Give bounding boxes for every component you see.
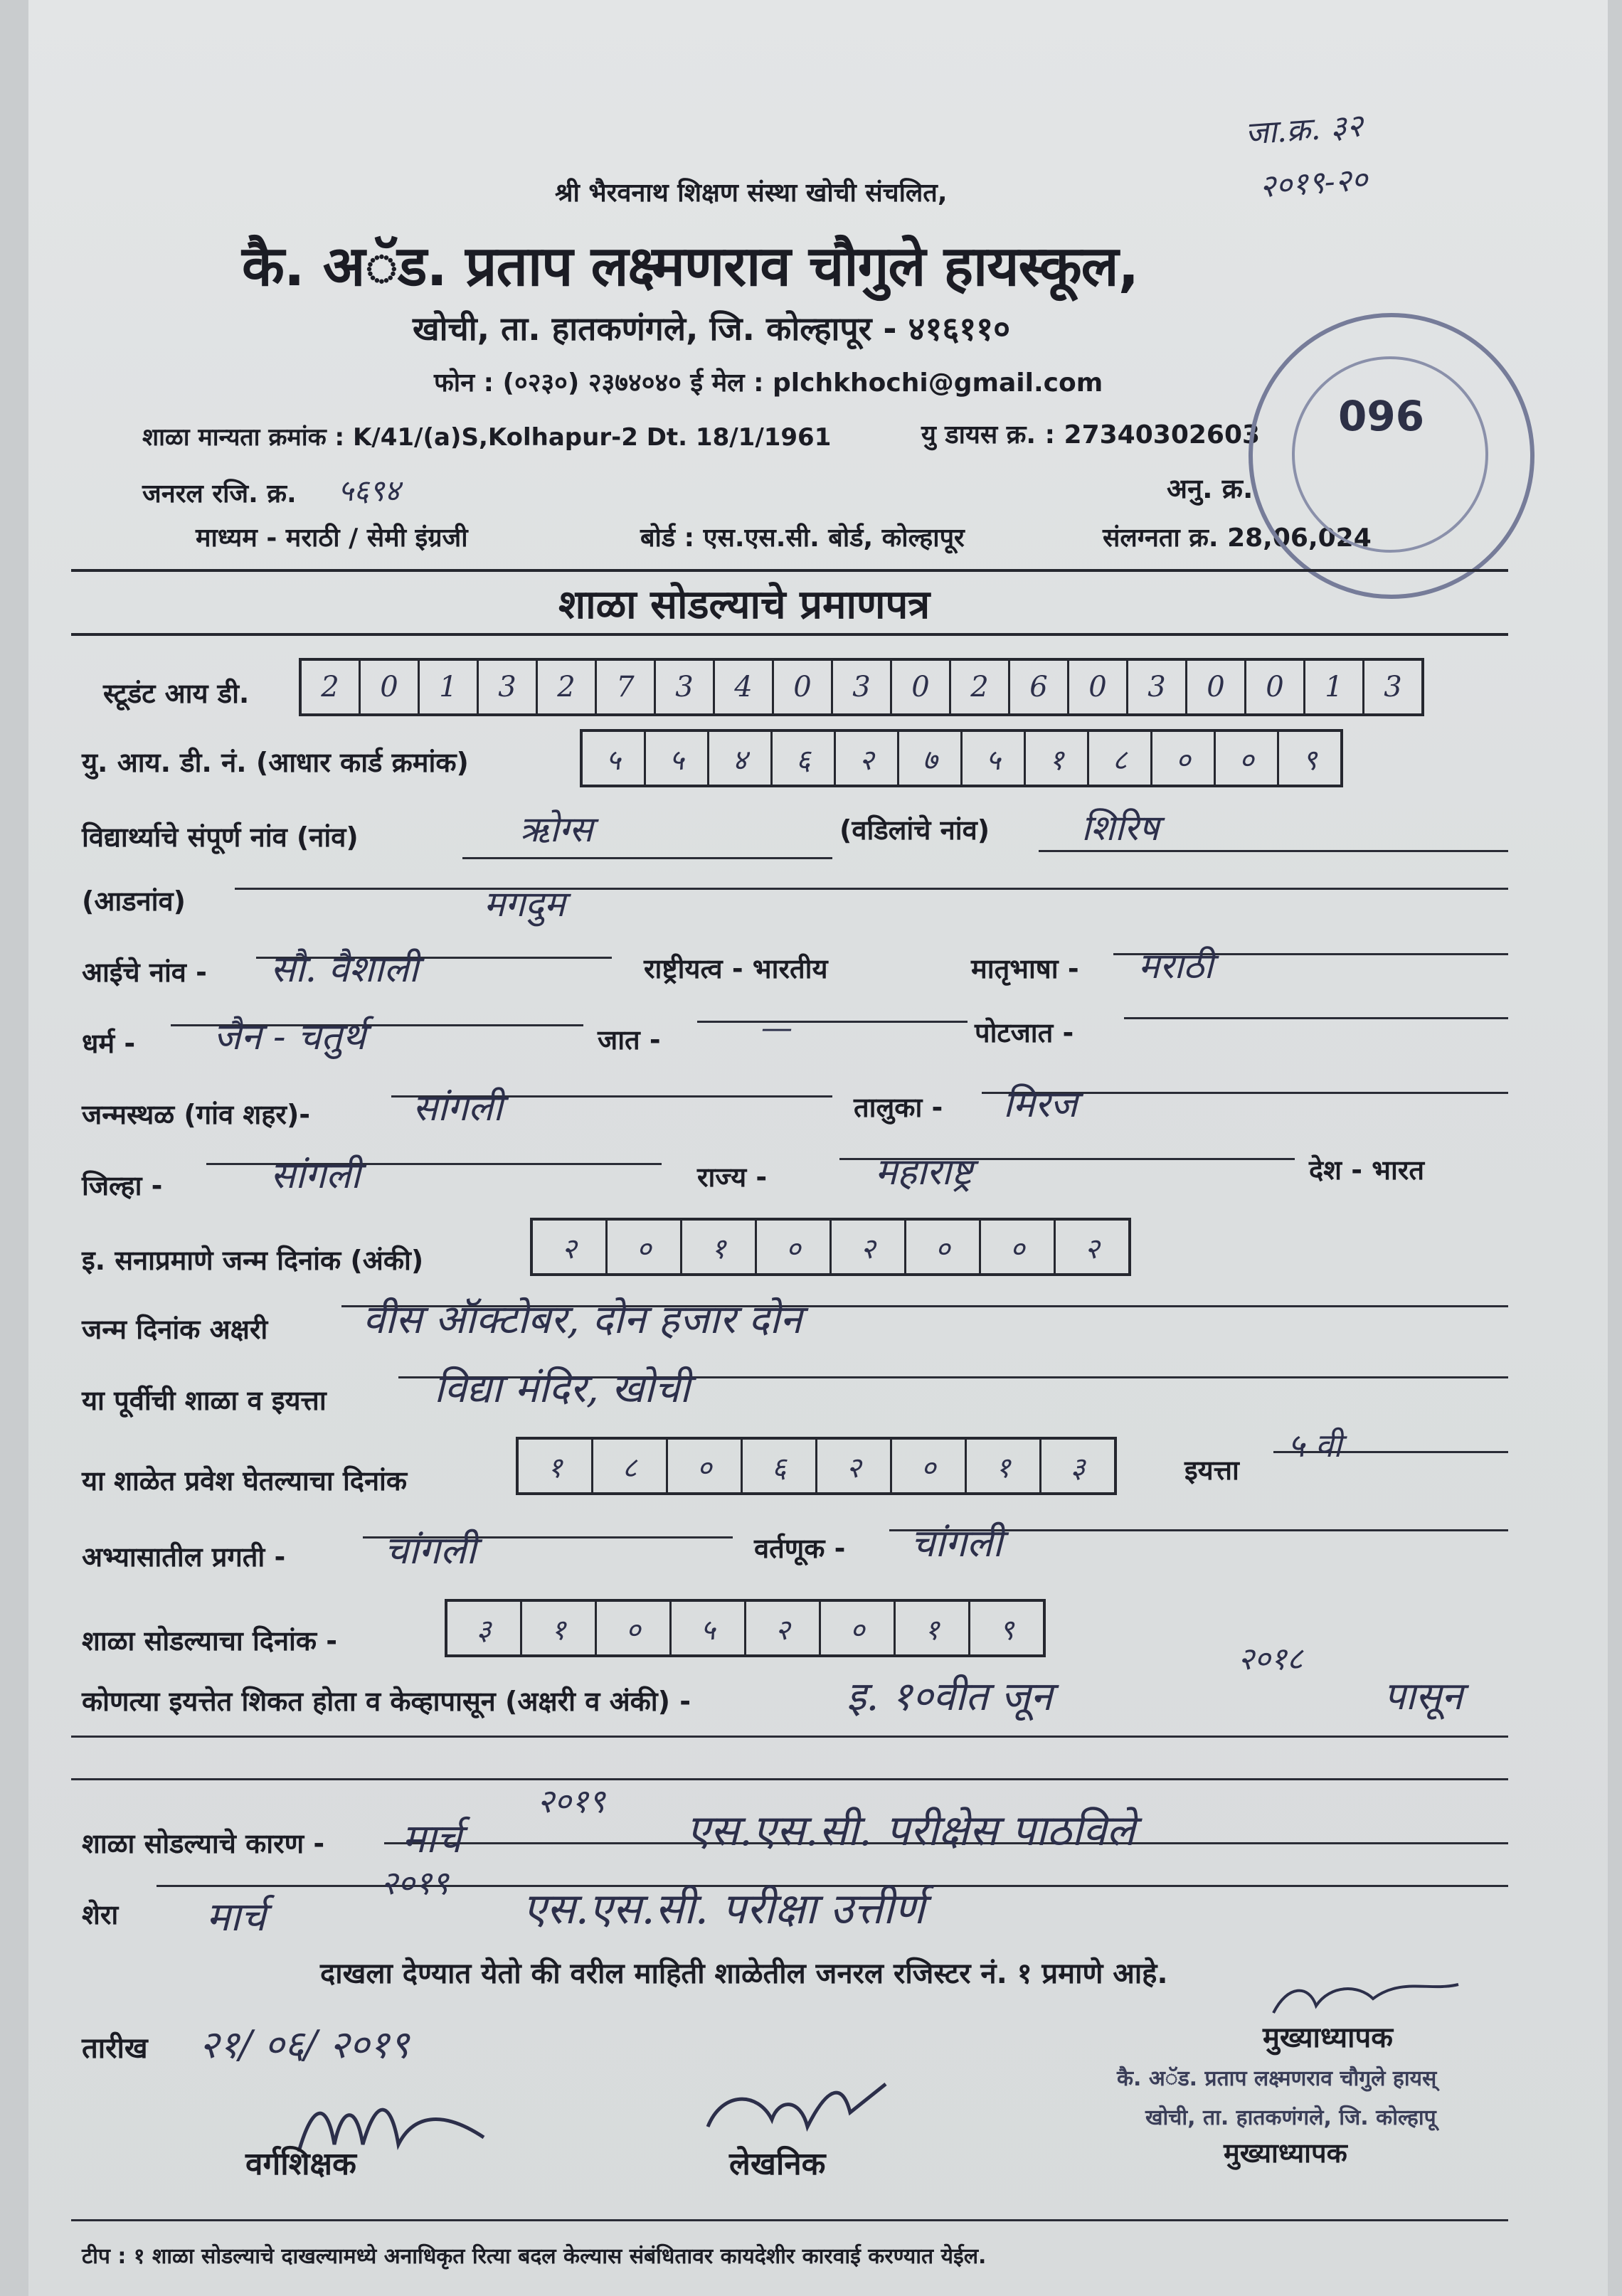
full-name-label: विद्यार्थ्याचे संपूर्ण नांव (नांव) (82, 822, 359, 853)
digit-box: 0 (1187, 661, 1246, 713)
dob-label: इ. सनाप्रमाणे जन्म दिनांक (अंकी) (82, 1245, 424, 1276)
reason-tail: एस.एस.सी. परीक्षेस पाठविले (687, 1806, 1135, 1856)
prev-school: विद्या मंदिर, खोची (434, 1366, 690, 1412)
surname: मगदुम (484, 883, 566, 925)
digit-box: ० (981, 1221, 1056, 1273)
religion-label: धर्म - (82, 1028, 136, 1059)
digit-box: 1 (1305, 661, 1364, 713)
corner-note-line1: जा.क्र. ३२ (1244, 107, 1364, 152)
district: सांगली (270, 1154, 361, 1197)
name-line (462, 857, 832, 859)
digit-box: २ (832, 1221, 906, 1273)
dob-words-label: जन्म दिनांक अक्षरी (82, 1314, 268, 1345)
student-id-boxes (299, 658, 1424, 716)
std-value: ५ वी (1288, 1426, 1342, 1465)
digit-box: १ (896, 1602, 970, 1654)
student-id-label: स्टूडंट आय डी. (103, 678, 250, 709)
leaving-date-label: शाळा सोडल्याचा दिनांक - (82, 1625, 338, 1657)
digit-box: ५ (963, 732, 1026, 785)
digit-box: ० (892, 1440, 967, 1492)
remark-year: २०१९ (381, 1864, 449, 1902)
digit-box: ३ (1070, 1451, 1086, 1484)
school-address: खोची, ता. हातकणंगले, जि. कोल्हापूर - ४१६११० (413, 309, 1011, 348)
school-round-stamp (1249, 313, 1534, 599)
digit-box: १ (682, 1221, 757, 1273)
subcaste-label: पोटजात - (975, 1017, 1074, 1048)
reason-label: शाळा सोडल्याचे कारण - (82, 1828, 325, 1859)
uid-label: यु. आय. डी. नं. (आधार कार्ड क्रमांक) (82, 747, 469, 778)
digit-box: ० (597, 1602, 672, 1654)
conduct: चांगली (911, 1521, 1003, 1566)
gr-value: ५६९४ (338, 473, 401, 508)
affiliation: संलग्नता क्र. 28,06,024 (1103, 523, 1372, 553)
admission-label: या शाळेत प्रवेश घेतल्याचा दिनांक (82, 1465, 408, 1497)
digit-box: 2 (538, 661, 597, 713)
hm-stamp-line1: कै. अॅड. प्रताप लक्ष्मणराव चौगुले हायस् (1117, 2066, 1437, 2091)
reason-value: मार्च (402, 1816, 462, 1862)
date-label: तारीख (82, 2032, 148, 2065)
digit-box: 3 (1384, 671, 1402, 703)
digit-box: ९ (999, 1613, 1014, 1647)
progress: चांगली (384, 1528, 477, 1573)
title-divider (71, 633, 1508, 636)
class-since: इ. १०वीत जून (847, 1674, 1053, 1720)
taluka-label: तालुका - (854, 1092, 943, 1123)
digit-box: 0 (774, 661, 833, 713)
nationality: राष्ट्रीयत्व - भारतीय (644, 953, 828, 984)
board: बोर्ड : एस.एस.सी. बोर्ड, कोल्हापूर (640, 523, 965, 553)
digit-box: ८ (593, 1440, 668, 1492)
digit-box: ० (757, 1221, 832, 1273)
class-since-year: २०१८ (1238, 1641, 1303, 1677)
class-teacher-label: वर्गशिक्षक (245, 2146, 356, 2182)
dob-boxes (530, 1218, 1131, 1276)
caste-line (697, 1021, 968, 1023)
digit-box: २ (836, 732, 899, 785)
managed-by: श्री भैरवनाथ शिक्षण संस्था खोची संचलित, (555, 179, 948, 208)
father-name-label: (वडिलांचे नांव) (839, 814, 990, 846)
digit-box: ३ (447, 1602, 522, 1654)
digit-box: ५ (583, 732, 646, 785)
digit-box: ६ (743, 1440, 817, 1492)
digit-box: 0 (1246, 661, 1305, 713)
uid-boxes (580, 729, 1343, 787)
clerk-label: लेखनिक (729, 2146, 826, 2182)
hm-stamp-line3: मुख्याध्यापक (1224, 2137, 1347, 2169)
digit-box: २ (533, 1221, 608, 1273)
digit-box: ८ (1089, 732, 1152, 785)
std-label: इयत्ता (1184, 1455, 1239, 1486)
digit-box: १ (519, 1440, 593, 1492)
digit-box: १ (522, 1602, 597, 1654)
digit-box: २ (1084, 1232, 1100, 1265)
class-since-tail: पासून (1384, 1674, 1463, 1718)
digit-box: ० (821, 1602, 896, 1654)
mother-tongue-label: मातृभाषा - (971, 953, 1079, 984)
birthplace-label: जन्मस्थळ (गांव शहर)- (82, 1099, 311, 1130)
conduct-label: वर्तणूक - (754, 1533, 846, 1564)
digit-box: 3 (479, 661, 538, 713)
district-label: जिल्हा - (82, 1170, 163, 1201)
mother-tongue: मराठी (1138, 945, 1214, 987)
digit-box: 2 (302, 661, 361, 713)
digit-box: 3 (833, 661, 892, 713)
digit-box: ० (1216, 732, 1279, 785)
digit-box: २ (817, 1440, 892, 1492)
gr-label: जनरल रजि. क्र. (142, 479, 297, 509)
digit-box: १ (967, 1440, 1041, 1492)
subcaste-line (1124, 1017, 1508, 1019)
religion: जैन - चतुर्थ (213, 1016, 366, 1058)
prev-school-label: या पूर्वीची शाळा व इयत्ता (82, 1385, 327, 1416)
class-since-label: कोणत्या इयत्तेत शिकत होता व केव्हापासून (अक्षरी व अंकी) - (82, 1686, 691, 1717)
school-name: कै. अॅड. प्रताप लक्ष्मणराव चौगुले हायस्कूल, (242, 235, 1139, 299)
serial-label: अनु. क्र. (1167, 473, 1253, 504)
leaving-date-boxes (445, 1599, 1046, 1657)
footnote-divider (71, 2219, 1508, 2221)
certificate-page (28, 0, 1608, 2296)
headmaster-label: मुख्याध्यापक (1263, 2021, 1393, 2054)
reason-year: २०१९ (537, 1782, 605, 1820)
digit-box: 0 (361, 661, 420, 713)
digit-box: ० (906, 1221, 981, 1273)
surname-line (235, 888, 1508, 890)
medium: माध्यम - मराठी / सेमी इंग्रजी (196, 523, 468, 553)
digit-box: 3 (656, 661, 715, 713)
digit-box: 4 (715, 661, 774, 713)
remark-label: शेरा (82, 1899, 119, 1930)
digit-box: 7 (597, 661, 656, 713)
digit-box: 3 (1128, 661, 1187, 713)
digit-box: ९ (1302, 743, 1318, 777)
digit-box: 2 (951, 661, 1010, 713)
digit-box: ५ (672, 1602, 746, 1654)
hm-stamp-line2: खोची, ता. हातकणंगले, जि. कोल्हापू (1145, 2105, 1436, 2130)
dob-words: वीस ऑक्टोबर, दोन हजार दोन (363, 1297, 802, 1343)
digit-box: ७ (899, 732, 963, 785)
country: देश - भारत (1309, 1154, 1425, 1186)
digit-box: ६ (773, 732, 836, 785)
digit-box: 1 (420, 661, 479, 713)
caste-label: जात - (598, 1024, 661, 1056)
digit-box: ० (608, 1221, 682, 1273)
remark-tail: एस.एस.सी. परीक्षा उत्तीर्ण (523, 1884, 925, 1934)
digit-box: ० (1152, 732, 1216, 785)
taluka: मिरज (1003, 1083, 1078, 1126)
blank-line (71, 1778, 1508, 1780)
student-name: ऋोग्स (519, 809, 593, 850)
corner-note-line2: २०१९-२० (1258, 161, 1369, 206)
mother-name: सौ. वैशाली (270, 948, 419, 991)
recognition-number: शाळा मान्यता क्रमांक : K/41/(a)S,Kolhapur-2 Dt. 18/1/1961 (142, 423, 832, 452)
serial-number: 096 (1338, 392, 1425, 440)
caste: — (761, 1010, 793, 1046)
header-divider (71, 569, 1508, 572)
state-label: राज्य - (697, 1162, 768, 1193)
digit-box: २ (746, 1602, 821, 1654)
state: महाराष्ट्र (875, 1151, 973, 1194)
udise-number: यु डायस क्र. : 27340302603 (921, 420, 1261, 450)
digit-box: ४ (709, 732, 773, 785)
digit-box: 0 (892, 661, 951, 713)
surname-label: (आडनांव) (82, 886, 186, 917)
mother-name-label: आईचे नांव - (82, 957, 207, 988)
digit-box: ० (668, 1440, 743, 1492)
digit-box: 6 (1010, 661, 1069, 713)
progress-label: अभ्यासातील प्रगती - (82, 1541, 286, 1573)
certificate-title: शाळा सोडल्याचे प्रमाणपत्र (558, 582, 931, 628)
school-contact: फोन : (०२३०) २३७४०४० ई मेल : plchkhochi@gmail.com (434, 368, 1103, 398)
digit-box: १ (1026, 732, 1089, 785)
digit-box: 0 (1069, 661, 1128, 713)
birthplace: सांगली (413, 1087, 503, 1130)
date-value: २१/ ०६/ २०१९ (199, 2022, 410, 2067)
remark-value: मार्च (206, 1894, 266, 1940)
digit-box: ५ (646, 732, 709, 785)
footnote: टीप : १ शाळा सोडल्याचे दाखल्यामध्ये अनाधिकृत रित्या बदल केल्यास संबंधितावर कायदेशीर कारवाई करण्यात येईल. (82, 2244, 987, 2269)
father-name: शिरिष (1081, 807, 1160, 849)
admission-boxes (516, 1437, 1117, 1495)
certification-statement: दाखला देण्यात येतो की वरील माहिती शाळेतील जनरल रजिस्टर नं. १ प्रमाणे आहे. (320, 1957, 1168, 1990)
class-since-line (71, 1736, 1508, 1738)
